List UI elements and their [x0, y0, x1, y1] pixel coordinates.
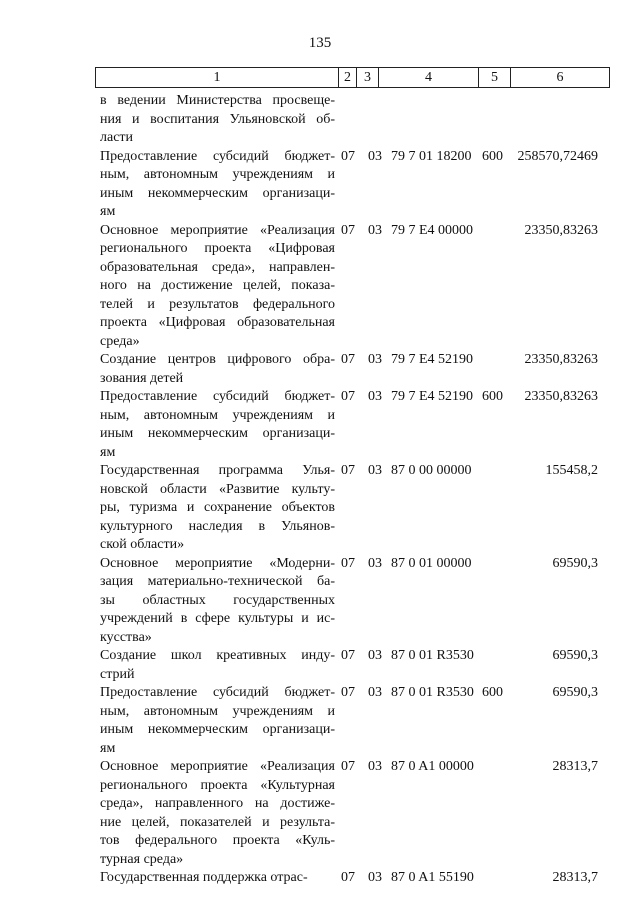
description-line: иным некоммерческим организаци-: [100, 426, 335, 441]
description-line: культурного наследия в Ульянов-: [100, 518, 335, 534]
description-line: ласти: [100, 130, 134, 145]
section-code: 07: [341, 389, 355, 404]
description-line: ской области»: [100, 537, 185, 552]
table-row: [100, 222, 610, 352]
table-row: [100, 758, 610, 869]
target-article-code: 79 7 E4 52190: [391, 389, 474, 404]
row-amount: 23350,83263: [524, 352, 598, 367]
row-amount: 28313,7: [552, 870, 598, 885]
description-line: Предоставление субсидий бюджет-: [100, 685, 335, 700]
subsection-code: 03: [368, 222, 382, 238]
description-line: ры, туризма и сохранение объектов: [100, 500, 335, 515]
target-article-code: 87 0 A1 55190: [391, 870, 474, 885]
description-line: ного на достижение целей, показа-: [100, 278, 335, 293]
header-col-3: 3: [357, 68, 379, 87]
row-description: [100, 92, 335, 148]
description-line: ям: [100, 740, 116, 756]
header-col-1: 1: [96, 68, 339, 87]
table-row: [100, 148, 610, 222]
description-line: образовательная среда», направлен-: [100, 259, 335, 275]
target-article-code: 87 0 01 R3530: [391, 648, 474, 663]
description-line: иным некоммерческим организаци-: [100, 722, 335, 737]
row-amount: 23350,83263: [524, 222, 598, 238]
row-description: [100, 148, 335, 222]
row-amount: 69590,3: [552, 685, 598, 700]
description-line: учреждений в сфере культуры и ис-: [100, 611, 335, 626]
subsection-code: 03: [368, 555, 382, 571]
description-line: Основное мероприятие «Модерни-: [100, 555, 335, 571]
description-line: Создание школ креативных инду-: [100, 648, 335, 663]
section-code: 07: [341, 555, 355, 571]
description-line: среда»: [100, 333, 140, 349]
table-row: [100, 388, 610, 462]
description-line: Предоставление субсидий бюджет-: [100, 148, 335, 164]
description-line: Государственная поддержка отрас-: [100, 870, 308, 885]
description-line: Предоставление субсидий бюджет-: [100, 389, 335, 404]
table-row: [100, 647, 610, 684]
table-row: [100, 684, 610, 758]
subsection-code: 03: [368, 759, 382, 774]
description-line: стрий: [100, 666, 135, 682]
description-line: Создание центров цифрового обра-: [100, 352, 335, 367]
subsection-code: 03: [368, 870, 382, 885]
row-amount: 69590,3: [552, 648, 598, 663]
section-code: 07: [341, 463, 355, 478]
description-line: регионального проекта «Культурная: [100, 777, 335, 793]
description-line: ям: [100, 204, 116, 219]
description-line: турная среда»: [100, 851, 184, 867]
section-code: 07: [341, 759, 355, 774]
description-line: Государственная программа Улья-: [100, 463, 335, 478]
row-amount: 155458,2: [545, 463, 598, 478]
section-code: 07: [341, 685, 355, 700]
row-description: [100, 647, 335, 684]
subsection-code: 03: [368, 352, 382, 367]
table-row: [100, 462, 610, 555]
description-line: иным некоммерческим организаци-: [100, 185, 335, 201]
description-line: зования детей: [100, 370, 184, 386]
subsection-code: 03: [368, 389, 382, 404]
section-code: 07: [341, 870, 355, 885]
description-line: среда», направленного на достиже-: [100, 796, 335, 811]
section-code: 07: [341, 352, 355, 367]
table-row: [100, 869, 610, 888]
description-line: кусства»: [100, 629, 152, 645]
target-article-code: 87 0 00 00000: [391, 463, 472, 478]
page-number: 135: [308, 35, 332, 51]
description-line: ям: [100, 444, 116, 460]
row-amount: 258570,72469: [517, 148, 598, 164]
description-line: зация материально-технической ба-: [100, 574, 335, 589]
description-line: проекта «Цифровая образовательная: [100, 315, 335, 330]
description-line: Основное мероприятие «Реализация: [100, 222, 335, 238]
subsection-code: 03: [368, 685, 382, 700]
section-code: 07: [341, 222, 355, 238]
description-line: тов федерального проекта «Куль-: [100, 833, 335, 848]
row-description: [100, 555, 335, 648]
section-code: 07: [341, 148, 355, 164]
target-article-code: 79 7 E4 00000: [391, 222, 474, 238]
section-code: 07: [341, 648, 355, 663]
description-line: ным, автономным учреждениям и: [100, 703, 335, 719]
description-line: ным, автономным учреждениям и: [100, 407, 335, 423]
header-col-6: 6: [556, 70, 564, 85]
description-line: телей и результатов федерального: [100, 296, 335, 312]
table-header: [95, 67, 610, 88]
target-article-code: 87 0 01 R3530: [391, 685, 474, 700]
expense-type-code: 600: [482, 148, 503, 164]
row-description: [100, 869, 335, 888]
description-line: зы областных государственных: [100, 592, 335, 608]
row-description: [100, 462, 335, 555]
description-line: ния и воспитания Ульяновской об-: [100, 111, 335, 127]
row-description: [100, 351, 335, 388]
subsection-code: 03: [368, 148, 382, 164]
description-line: новской области «Развитие культу-: [100, 481, 335, 497]
row-amount: 23350,83263: [524, 389, 598, 404]
subsection-code: 03: [368, 463, 382, 478]
table-row: [100, 92, 610, 148]
expense-type-code: 600: [482, 389, 503, 404]
description-line: регионального проекта «Цифровая: [100, 241, 335, 256]
table-row: [100, 351, 610, 388]
row-amount: 69590,3: [552, 555, 598, 571]
row-description: [100, 758, 335, 869]
target-article-code: 87 0 A1 00000: [391, 759, 474, 774]
header-col-2: 2: [339, 68, 357, 87]
row-amount: 28313,7: [552, 759, 598, 774]
target-article-code: 87 0 01 00000: [391, 555, 472, 571]
target-article-code: 79 7 E4 52190: [391, 352, 474, 367]
row-description: [100, 388, 335, 462]
row-description: [100, 684, 335, 758]
subsection-code: 03: [368, 648, 382, 663]
header-col-5: 5: [479, 68, 511, 87]
description-line: Основное мероприятие «Реализация: [100, 759, 335, 774]
description-line: ние целей, показателей и результа-: [100, 814, 335, 830]
target-article-code: 79 7 01 18200: [391, 148, 472, 164]
row-description: [100, 222, 335, 352]
header-col-4: 4: [379, 68, 479, 87]
expense-type-code: 600: [482, 685, 503, 700]
table-row: [100, 555, 610, 648]
description-line: в ведении Министерства просвеще-: [100, 93, 335, 108]
description-line: ным, автономным учреждениям и: [100, 167, 335, 182]
